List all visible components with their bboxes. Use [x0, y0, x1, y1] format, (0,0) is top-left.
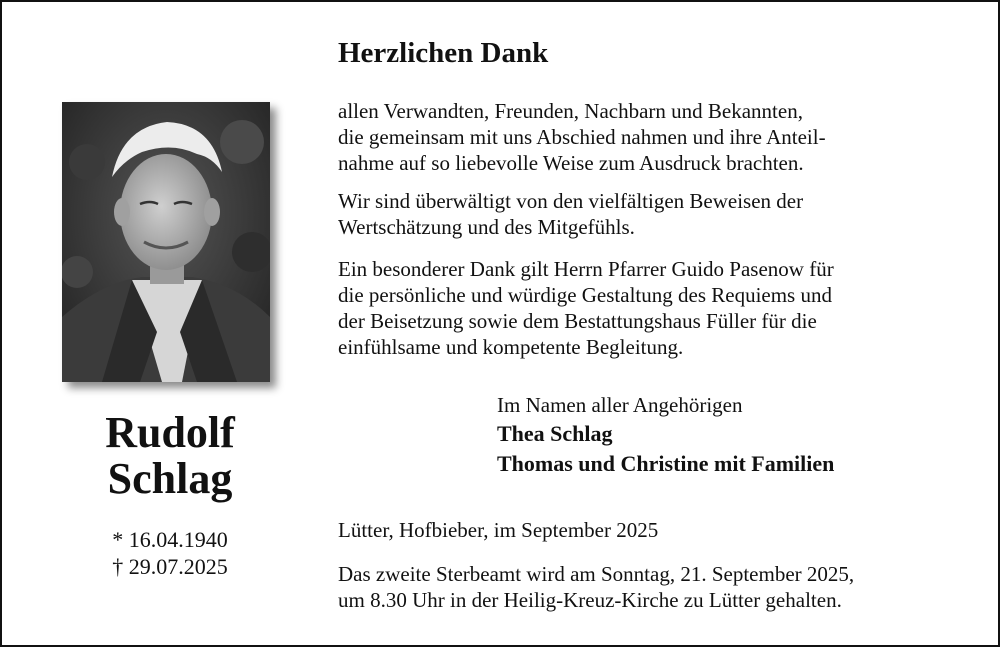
text-line: die persönliche und würdige Gestaltung des Requiems und — [338, 283, 832, 307]
text-line: der Beisetzung sowie dem Bestattungshaus Füller für die — [338, 309, 817, 333]
text-line: nahme auf so liebevolle Weise zum Ausdruck brachten. — [338, 151, 804, 175]
birth-date: * 16.04.1940 — [112, 527, 228, 552]
text-line: Ein besonderer Dank gilt Herrn Pfarrer Guido Pasenow für — [338, 257, 834, 281]
deceased-first-name: Rudolf — [105, 408, 235, 457]
text-line: Wir sind überwältigt von den vielfältigen Beweisen der — [338, 189, 804, 213]
text-line: einfühlsame und kompetente Begleitung. — [338, 335, 684, 359]
special-thanks-paragraph — [338, 256, 834, 360]
signature-name: Thomas und Christine mit Familien — [497, 451, 835, 476]
text-line: um 8.30 Uhr in der Heilig-Kreuz-Kirche zu Lütter gehalten. — [338, 588, 842, 612]
thanks-paragraph — [338, 98, 826, 176]
place-date: Lütter, Hofbieber, im September 2025 — [338, 518, 659, 542]
portrait-photo — [62, 102, 270, 382]
death-date: † 29.07.2025 — [112, 554, 228, 579]
text-line: die gemeinsam mit uns Abschied nahmen und ihre Anteil- — [338, 125, 826, 149]
text-line: allen Verwandten, Freunden, Nachbarn und Bekannten, — [338, 99, 803, 123]
text-line: Das zweite Sterbeamt wird am Sonntag, 21. September 2025, — [338, 562, 855, 586]
signature-intro: Im Namen aller Angehörigen — [497, 393, 743, 417]
service-note — [338, 561, 854, 613]
gratitude-paragraph — [338, 188, 803, 240]
signature-name: Thea Schlag — [497, 421, 613, 446]
thanks-heading: Herzlichen Dank — [338, 37, 549, 69]
deceased-last-name: Schlag — [107, 454, 233, 503]
text-line: Wertschätzung und des Mitgefühls. — [338, 215, 635, 239]
